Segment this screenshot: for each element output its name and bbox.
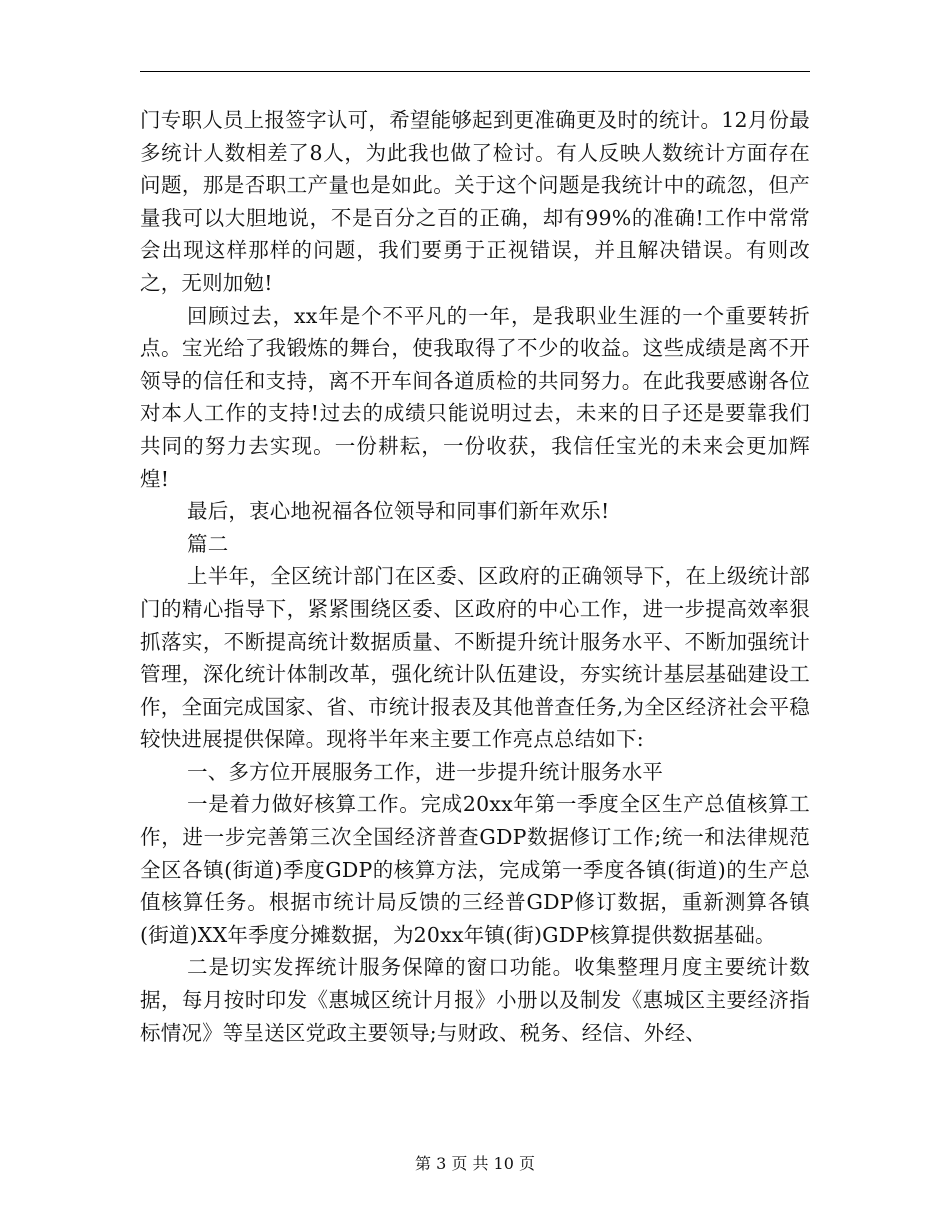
document-body (140, 104, 810, 1049)
subheading-service-work: 一、多方位开展服务工作，进一步提升统计服务水平 (187, 759, 664, 784)
header-rule (140, 71, 810, 72)
paragraph-service-window: 二是切实发挥统计服务保障的窗口功能。收集整理月度主要统计数据，每月按时印发《惠城区统计月报》小册以及制发《惠城区主要经济指标情况》等呈送区党政主要领导;与财政、税务、经信、外经、 (140, 955, 810, 1045)
paragraph-summary-intro: 上半年，全区统计部门在区委、区政府的正确领导下，在上级统计部门的精心指导下，紧紧围绕区委、区政府的中心工作，进一步提高效率狠抓落实，不断提高统计数据质量、不断提升统计服务水平、不断加强统计管理，深化统计体制改革，强化统计队伍建设，夯实统计基层基础建设工作，全面完成国家、省、市统计报表及其他普查任务,为全区经济社会平稳较快进展提供保障。现将半年来主要工作亮点总结如下: (140, 564, 810, 752)
paragraph-continuation: 门专职人员上报签字认可，希望能够起到更准确更及时的统计。12月份最多统计人数相差了8人，为此我也做了检讨。有人反映人数统计方面存在问题，那是否职工产量也是如此。关于这个问题是我统计中的疏忽，但产量我可以大胆地说，不是百分之百的正确，却有99%的准确!工作中常常会出现这样那样的问题，我们要勇于正视错误，并且解决错误。有则改之，无则加勉! (140, 108, 810, 295)
paragraph-accounting-work: 一是着力做好核算工作。完成20xx年第一季度全区生产总值核算工作，进一步完善第三次全国经济普查GDP数据修订工作;统一和法律规范全区各镇(街道)季度GDP的核算方法，完成第一季度各镇(街道)的生产总值核算任务。根据市统计局反馈的三经普GDP修订数据，重新测算各镇(街道)XX年季度分摊数据，为20xx年镇(街)GDP核算提供数据基础。 (140, 792, 810, 947)
paragraph-closing-wishes: 最后，衷心地祝福各位领导和同事们新年欢乐! (187, 499, 610, 524)
paragraph-review: 回顾过去，xx年是个不平凡的一年，是我职业生涯的一个重要转折点。宝光给了我锻炼的舞台，使我取得了不少的收益。这些成绩是离不开领导的信任和支持，离不开车间各道质检的共同努力。在此我要感谢各位对本人工作的支持!过去的成绩只能说明过去，未来的日子还是要靠我们共同的努力去实现。一份耕耘，一份收获，我信任宝光的未来会更加辉煌! (140, 303, 810, 491)
section-heading-part-two: 篇二 (187, 531, 229, 556)
page-number-footer: 第 3 页 共 10 页 (415, 1154, 535, 1173)
